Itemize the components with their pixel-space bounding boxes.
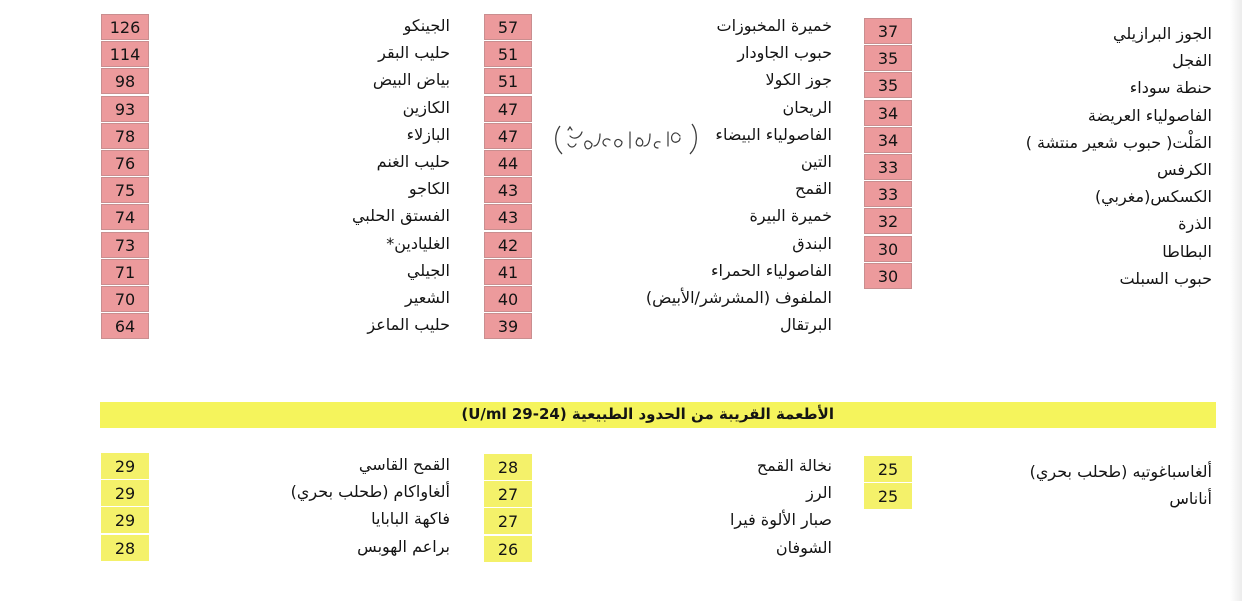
food-name: الذرة [1178,214,1212,234]
food-name: الغليادين* [386,233,450,253]
food-row [101,480,453,507]
food-value-box: 25 [864,456,912,482]
high-foods-middle-column [484,14,832,340]
food-row [484,508,832,535]
food-name: الجوز البرازيلي [1113,24,1212,43]
food-name: حبوب السبلت [1119,268,1212,288]
near-normal-banner [100,402,1216,428]
food-row [484,536,832,563]
food-name: الفاصولياء العريضة [1087,105,1212,125]
food-value-box: 26 [484,536,532,562]
food-value-box: 98 [101,68,149,94]
food-row [101,177,453,204]
food-name: خميرة البيرة [749,206,832,226]
food-row [484,232,832,259]
food-value-box: 64 [101,313,149,339]
food-name: ألغاواكام (طحلب بحري) [290,482,450,502]
food-name: حليب الغنم [376,151,450,171]
food-row [101,313,453,340]
handwritten-annotation [552,118,700,158]
food-row [484,68,832,95]
food-value-box: 51 [484,41,532,67]
food-row [484,177,832,204]
food-name: البطاطا [1162,241,1212,261]
food-row [484,204,832,231]
food-name: براعم الهوبس [357,536,450,556]
food-name: الفاصولياء البيضاء [715,124,832,144]
food-value-box: 47 [484,123,532,149]
food-value-box: 34 [864,100,912,126]
food-value-box: 25 [864,483,912,509]
food-row [864,127,1216,154]
food-name: جوز الكولا [765,70,832,90]
food-name: الملفوف (المشرشر/الأبيض) [645,287,832,307]
food-row [101,68,453,95]
food-name: الكرفس [1156,159,1212,179]
food-value-box: 51 [484,68,532,94]
food-row [864,18,1216,45]
food-row [101,150,453,177]
food-name: ألغاسباغوتيه (طحلب بحري) [1029,462,1212,481]
food-value-box: 27 [484,481,532,507]
food-name: الرز [806,483,832,503]
food-name: بياض البيض [372,70,450,90]
food-value-box: 57 [484,14,532,40]
food-value-box: 70 [101,286,149,312]
food-value-box: 42 [484,232,532,258]
food-name: حنطة سوداء [1129,78,1212,98]
food-name: الريحان [782,97,832,117]
food-row [484,41,832,68]
food-value-box: 78 [101,123,149,149]
food-value-box: 28 [101,535,149,561]
banner-title: الأطعمة القريبة من الحدود الطبيعية (U/ml 29-24) [461,405,834,423]
food-row [864,263,1216,290]
food-row [864,72,1216,99]
food-value-box: 29 [101,507,149,533]
food-row [101,286,453,313]
food-value-box: 29 [101,480,149,506]
food-value-box: 93 [101,96,149,122]
food-name: القمح [795,179,832,199]
food-name: الجيلي [406,260,450,280]
food-name: الكاجو [408,179,450,199]
food-name: البازلاء [406,124,450,144]
food-row [101,123,453,150]
food-name: الفستق الحلبي [351,206,450,226]
high-foods-left-column [101,14,453,340]
food-value-box: 30 [864,236,912,262]
food-row [864,208,1216,235]
food-value-box: 35 [864,72,912,98]
food-name: الفاصولياء الحمراء [710,260,832,280]
food-row [101,41,453,68]
food-name: خميرة المخبوزات [716,16,832,35]
food-row [484,481,832,508]
food-name: الجينكو [403,16,450,35]
food-value-box: 114 [101,41,149,67]
food-row [101,232,453,259]
food-row [864,181,1216,208]
food-name: البرتقال [779,315,832,335]
food-name: الفجل [1172,51,1212,71]
food-value-box: 43 [484,177,532,203]
food-value-box: 76 [101,150,149,176]
food-value-box: 73 [101,232,149,258]
food-row [864,45,1216,72]
food-row [484,286,832,313]
food-name: التين [800,151,832,171]
food-row [864,483,1216,510]
food-row [864,154,1216,181]
food-name: الكسكس(مغربي) [1094,187,1212,207]
food-value-box: 27 [484,508,532,534]
food-row [101,507,453,534]
food-name: حليب البقر [378,43,450,63]
food-row [484,259,832,286]
near-foods-middle-column [484,454,832,563]
food-value-box: 41 [484,259,532,285]
near-foods-left-column [101,453,453,562]
food-row [101,204,453,231]
food-value-box: 126 [101,14,149,40]
food-row [101,453,453,480]
food-value-box: 28 [484,454,532,480]
food-name: القمح القاسي [358,455,450,474]
food-value-box: 75 [101,177,149,203]
food-value-box: 35 [864,45,912,71]
near-foods-right-column [864,456,1216,510]
food-row [864,100,1216,127]
food-value-box: 37 [864,18,912,44]
food-row [101,14,453,41]
food-name: الشعير [405,287,450,307]
food-row [864,456,1216,483]
food-row [484,454,832,481]
food-value-box: 34 [864,127,912,153]
food-name: فاكهة البابايا [371,509,450,529]
food-value-box: 39 [484,313,532,339]
high-foods-right-column [864,18,1216,290]
food-name: حبوب الجاودار [737,43,832,63]
page-edge-shadow [1230,0,1242,601]
food-value-box: 43 [484,204,532,230]
food-value-box: 33 [864,181,912,207]
food-row [101,259,453,286]
food-name: المَلْت( حبوب شعير منتشة ) [1025,132,1212,152]
food-name: الشوفان [775,537,832,557]
food-value-box: 32 [864,208,912,234]
food-name: الكازين [402,97,450,117]
food-name: صبار الألوة فيرا [729,510,832,530]
food-row [101,96,453,123]
food-row [484,313,832,340]
food-value-box: 29 [101,453,149,479]
food-value-box: 30 [864,263,912,289]
food-value-box: 74 [101,204,149,230]
food-name: البندق [792,233,832,253]
food-row [484,14,832,41]
food-value-box: 40 [484,286,532,312]
food-value-box: 33 [864,154,912,180]
food-name: أناناس [1169,489,1212,509]
food-name: نخالة القمح [756,456,832,475]
food-value-box: 44 [484,150,532,176]
food-row [864,236,1216,263]
food-value-box: 47 [484,96,532,122]
food-name: حليب الماعز [367,315,450,335]
food-value-box: 71 [101,259,149,285]
food-row [101,535,453,562]
